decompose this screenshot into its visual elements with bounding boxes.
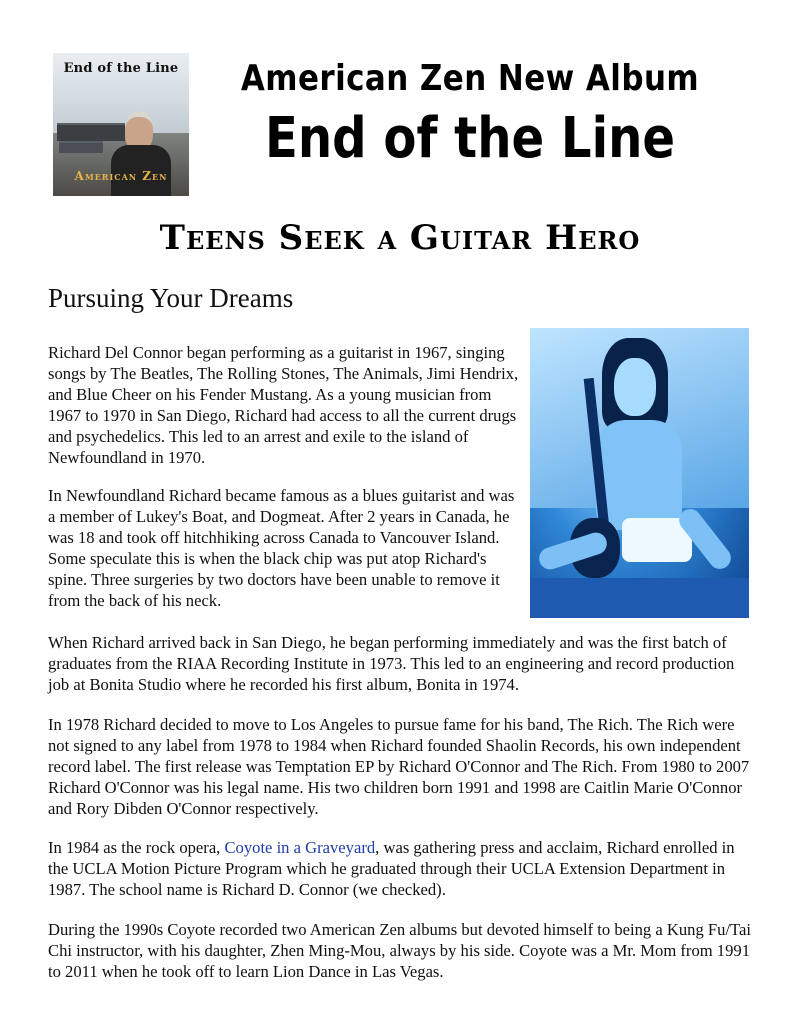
photo-face xyxy=(614,358,656,416)
photo-torso xyxy=(596,420,682,530)
subheading: Teens Seek a Guitar Hero xyxy=(159,218,641,258)
cover-title: End of the Line xyxy=(63,61,179,76)
paragraph-3: When Richard arrived back in San Diego, he began performing immediately and was the first batch of graduates from the RIAA Recording Institute in 1973. This led to an engineering and record production job at Bonita Studio where he recorded his first album, Bonita in 1974. xyxy=(48,633,735,694)
paragraph-5 xyxy=(48,837,758,900)
cover-train xyxy=(57,123,125,141)
coyote-in-a-graveyard-link[interactable]: Coyote in a Graveyard xyxy=(224,838,376,857)
paragraph-2: In Newfoundland Richard became famous as a blues guitarist and was a member of Lukey's Boat, and Dogmeat. After 2 years in Canada, he was 18 and took off hitchhiking across Canada to Vancouver Island. Some speculate this is when the black chip was put atop Richard's spine. Three surgeries by two doctors have been unable to remove it from the back of his neck. xyxy=(48,486,515,610)
paragraph-4: In 1978 Richard decided to move to Los Angeles to pursue fame for his band, The Rich. The Rich were not signed to any label from 1978 to 1984 when Richard founded Shaolin Records, his own independent record label. The first release was Temptation EP by Richard O'Connor and The Rich. From 1980 to 2007 Richard O'Connor was his legal name. His two children born 1991 and 1998 are Caitlin Marie O'Connor and Rory Dibden O'Connor respectively. xyxy=(48,715,750,818)
cover-artist: American Zen xyxy=(74,169,168,183)
paragraph-5-start: In 1984 as the rock opera, xyxy=(48,838,225,857)
album-cover-image xyxy=(53,53,189,196)
header-line-1: American Zen New Album xyxy=(240,58,700,99)
paragraph-5-end: , was gathering press and acclaim, Richard enrolled in the UCLA Motion Picture Program which he graduated through their UCLA Extension Department in 1987. The school name is Richard D. Connor (we checked). xyxy=(48,838,735,899)
header-album-title: End of the Line xyxy=(264,106,676,171)
guitarist-photo xyxy=(530,328,749,618)
section-heading: Pursuing Your Dreams xyxy=(48,283,294,313)
paragraph-1: Richard Del Connor began performing as a guitarist in 1967, singing songs by The Beatles, The Rolling Stones, The Animals, Jimi Hendrix, and Blue Cheer on his Fender Mustang. As a young musician from 1967 to 1970 in San Diego, Richard had access to all the current drugs and psychedelics. This led to an arrest and exile to the island of Newfoundland in 1970. xyxy=(48,343,519,467)
paragraph-6: During the 1990s Coyote recorded two American Zen albums but devoted himself to being a Kung Fu/Tai Chi instructor, with his daughter, Zhen Ming-Mou, always by his side. Coyote was a Mr. Mom from 1991 to 2011 when he took off to learn Lion Dance in Las Vegas. xyxy=(48,920,752,981)
photo-floor xyxy=(530,578,749,618)
cover-train xyxy=(59,141,103,153)
